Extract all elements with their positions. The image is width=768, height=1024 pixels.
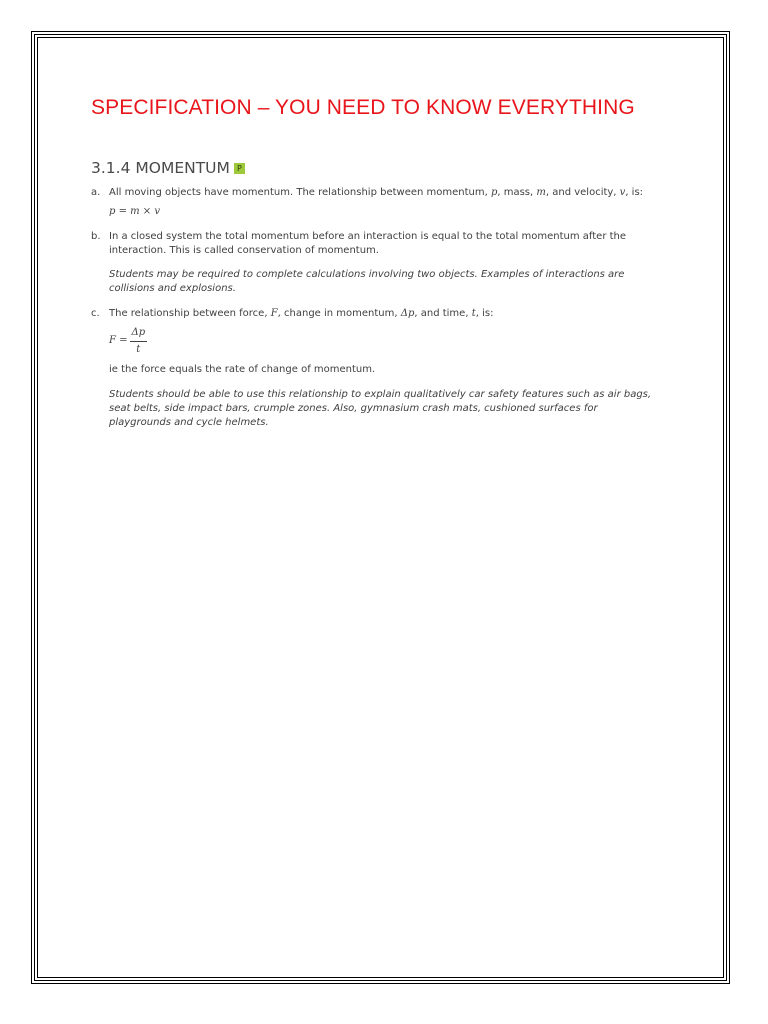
force-explanation: ie the force equals the rate of change of momentum. [109,364,376,375]
formula-fraction [130,326,148,357]
section-title-text: 3.1.4 MOMENTUM [91,159,230,177]
section-title [91,159,245,177]
symbol-delta-p: Δp [400,308,415,319]
item-marker: a. [91,187,101,198]
symbol-v: v [619,187,626,198]
spec-content [91,186,661,430]
spec-note: Students should be able to use this relationship to explain qualitatively car safety features such as air bags, seat belts, side impact bars, crumple zones. Also, gymnasium crash mats, cushioned surfaces for playgrounds and cycle helmets. [109,389,652,428]
text-run: , is: [475,308,494,319]
spec-item-a [91,186,661,200]
symbol-F: F [270,308,278,319]
spec-note: Students may be required to complete calculations involving two objects. Examples of interactions are collisions and explosions. [109,269,625,294]
page-heading: SPECIFICATION – YOU NEED TO KNOW EVERYTHING [91,96,635,119]
fraction-numerator: Δp [130,326,148,342]
text-run: , mass, [497,187,537,198]
item-text [109,186,661,200]
symbol-p: p [490,187,498,198]
symbol-m: m [536,187,546,198]
text-run: All moving objects have momentum. The relationship between momentum, [109,187,491,198]
text-run: , and time, [414,308,472,319]
text-run: The relationship between force, [109,308,271,319]
text-run: , is: [625,187,644,198]
spec-item-c [91,307,661,321]
momentum-formula: p = m × v [109,206,161,217]
item-marker: b. [91,231,101,242]
fraction-denominator: t [136,343,141,355]
item-text [109,307,661,321]
item-marker: c. [91,308,100,319]
text-run: , change in momentum, [277,308,401,319]
symbol-t: t [471,308,476,319]
force-formula [91,323,661,359]
item-text: In a closed system the total momentum before an interaction is equal to the total momentum after the interaction. This is called conservation of momentum. [109,231,627,256]
spec-item-b [91,230,661,258]
formula-lhs: F = [109,335,128,346]
physics-badge: P [234,163,245,174]
text-run: , and velocity, [545,187,620,198]
